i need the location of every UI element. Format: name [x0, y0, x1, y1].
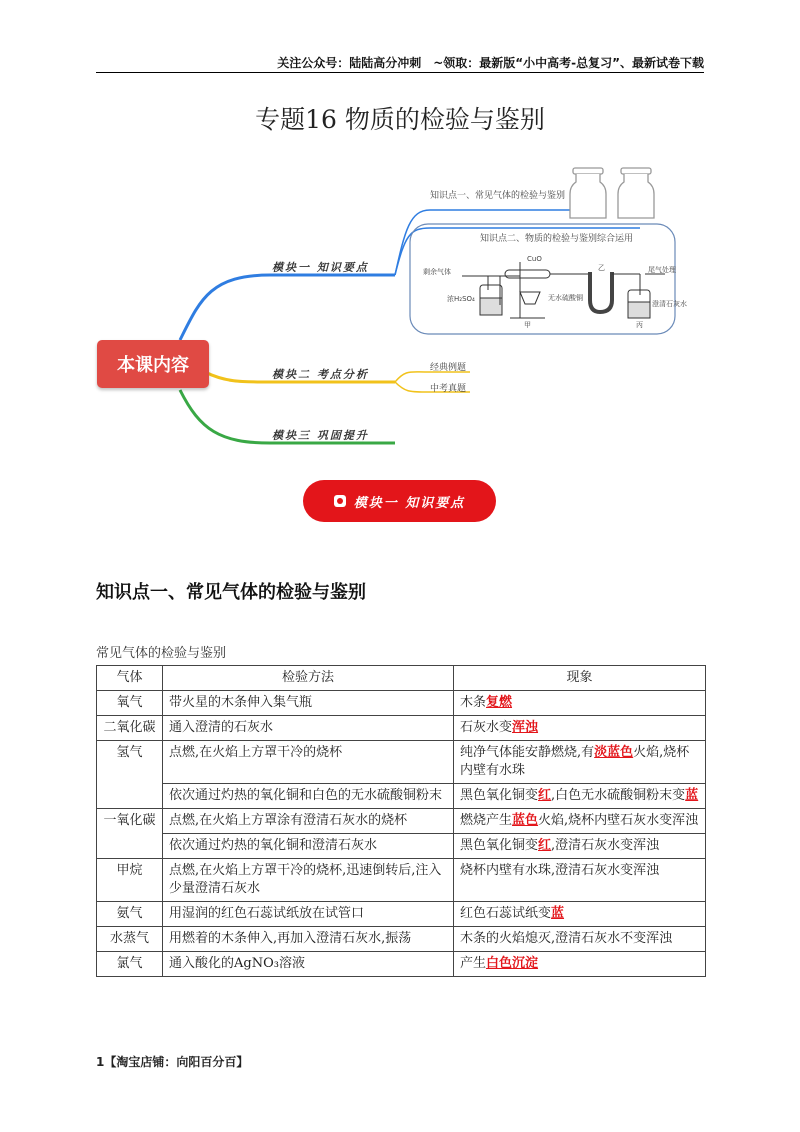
phenomenon-text: 烧杯内壁有水珠,澄清石灰水变浑浊 [460, 863, 660, 878]
phenomenon-cell [454, 809, 706, 834]
gas-cell: 甲烷 [97, 859, 163, 902]
table-row [97, 902, 706, 927]
table-row [97, 691, 706, 716]
method-cell: 依次通过灼热的氧化铜和澄清石灰水 [163, 834, 454, 859]
phenomenon-cell [454, 784, 706, 809]
phenomenon-text: 红色石蕊试纸变 [460, 906, 552, 921]
phenomenon-text: ,白色无水硫酸铜粉末变 [551, 788, 686, 803]
method-cell: 点燃,在火焰上方罩干冷的烧杯,迅速倒转后,注入少量澄清石灰水 [163, 859, 454, 902]
apparatus-label-limewater: 澄清石灰水 [652, 300, 687, 308]
table-caption: 常见气体的检验与鉴别 [96, 646, 227, 661]
phenomenon-cell [454, 952, 706, 977]
phenomenon-cell [454, 691, 706, 716]
sub-label-exam2: 中考真题 [430, 384, 467, 394]
branch-label-2: 模块二 考点分析 [272, 368, 369, 381]
table-row [97, 952, 706, 977]
header-notice: 关注公众号：陆陆高分冲刺 ~领取：最新版“小中高考-总复习”、最新试卷下载 [277, 56, 704, 70]
table-row [97, 809, 706, 834]
phenomenon-text: 黑色氧化铜变 [460, 788, 539, 803]
table-row [97, 834, 706, 859]
gas-cell: 氨气 [97, 902, 163, 927]
method-cell: 通入澄清的石灰水 [163, 716, 454, 741]
page-title: 专题16 物质的检验与鉴别 [255, 105, 545, 134]
phenomenon-highlight: 浑浊 [512, 720, 539, 735]
column-header-method: 检验方法 [163, 666, 454, 691]
module-icon [334, 495, 346, 507]
phenomenon-highlight: 红 [538, 838, 552, 853]
gas-cell: 一氧化碳 [97, 809, 163, 859]
phenomenon-text: 黑色氧化铜变 [460, 838, 539, 853]
phenomenon-cell [454, 902, 706, 927]
method-cell: 带火星的木条伸入集气瓶 [163, 691, 454, 716]
phenomenon-cell [454, 834, 706, 859]
gas-cell: 氧气 [97, 691, 163, 716]
method-cell: 点燃,在火焰上方罩涂有澄清石灰水的烧杯 [163, 809, 454, 834]
phenomenon-text: 产生 [460, 956, 487, 971]
table-row [97, 741, 706, 784]
phenomenon-highlight: 蓝色 [512, 813, 539, 828]
branch-label-1: 模块一 知识要点 [272, 261, 369, 274]
gas-jar-icon [618, 168, 654, 218]
center-badge: 本课内容 [97, 340, 209, 388]
phenomenon-highlight: 白色沉淀 [486, 956, 539, 971]
table-row [97, 784, 706, 809]
branch-label-3: 模块三 巩固提升 [272, 429, 369, 442]
phenomenon-highlight: 淡蓝色 [594, 745, 634, 760]
phenomenon-cell [454, 716, 706, 741]
apparatus-label-anhydrous: 无水硫酸铜 [548, 294, 583, 302]
phenomenon-cell [454, 741, 706, 784]
column-header-phenomenon: 现象 [454, 666, 706, 691]
gas-test-table [96, 665, 706, 977]
section-pill-label: 模块一 知识要点 [353, 495, 466, 511]
phenomenon-highlight: 蓝 [685, 788, 699, 803]
method-cell: 通入酸化的AgNO₃溶液 [163, 952, 454, 977]
phenomenon-text: 火焰,烧杯内壁石灰水变浑浊 [538, 813, 699, 828]
phenomenon-highlight: 复燃 [486, 695, 513, 710]
apparatus-label-jia: 甲 [524, 321, 531, 329]
sub-label-kp2: 知识点二、物质的检验与鉴别综合运用 [480, 234, 634, 244]
apparatus-label-yi: 乙 [598, 264, 605, 272]
footer-shop-note: 1【淘宝店铺：向阳百分百】 [96, 1055, 249, 1069]
phenomenon-cell [454, 927, 706, 952]
apparatus-label-bing: 丙 [636, 321, 643, 329]
phenomenon-highlight: 蓝 [551, 906, 565, 921]
phenomenon-text: 燃烧产生 [460, 813, 513, 828]
apparatus-label-acid: 浓H₂SO₄ [447, 295, 475, 303]
phenomenon-highlight: 红 [538, 788, 552, 803]
method-cell: 用湿润的红色石蕊试纸放在试管口 [163, 902, 454, 927]
table-header-row [97, 666, 706, 691]
method-cell: 用燃着的木条伸入,再加入澄清石灰水,振荡 [163, 927, 454, 952]
branch-line-1 [180, 275, 395, 340]
table-row [97, 716, 706, 741]
phenomenon-text: 石灰水变 [460, 720, 513, 735]
gas-cell: 二氧化碳 [97, 716, 163, 741]
apparatus-label-tail: 尾气处理 [648, 266, 676, 274]
table-row [97, 859, 706, 902]
section-pill [303, 480, 496, 522]
phenomenon-text: 火焰,烧杯内壁有水珠 [460, 745, 690, 778]
mindmap-diagram [0, 0, 800, 560]
section-heading: 知识点一、常见气体的检验与鉴别 [96, 582, 366, 603]
column-header-gas: 气体 [97, 666, 163, 691]
sub-label-exam1: 经典例题 [430, 363, 467, 373]
phenomenon-text: ,澄清石灰水变浑浊 [551, 838, 660, 853]
gas-cell: 氯气 [97, 952, 163, 977]
apparatus-label-gas-in: 剩余气体 [423, 268, 451, 276]
phenomenon-text: 木条 [460, 695, 487, 710]
phenomenon-cell [454, 859, 706, 902]
apparatus-drawing [462, 262, 665, 318]
sub-label-kp1: 知识点一、常见气体的检验与鉴别 [430, 191, 566, 201]
gas-jar-icon [570, 168, 606, 218]
phenomenon-text: 纯净气体能安静燃烧,有 [460, 745, 595, 760]
apparatus-label-cuo: CuO [527, 255, 542, 263]
method-cell: 依次通过灼热的氧化铜和白色的无水硫酸铜粉末 [163, 784, 454, 809]
method-cell: 点燃,在火焰上方罩干冷的烧杯 [163, 741, 454, 784]
table-row [97, 927, 706, 952]
phenomenon-text: 木条的火焰熄灭,澄清石灰水不变浑浊 [460, 931, 673, 946]
gas-cell: 氢气 [97, 741, 163, 809]
gas-cell: 水蒸气 [97, 927, 163, 952]
